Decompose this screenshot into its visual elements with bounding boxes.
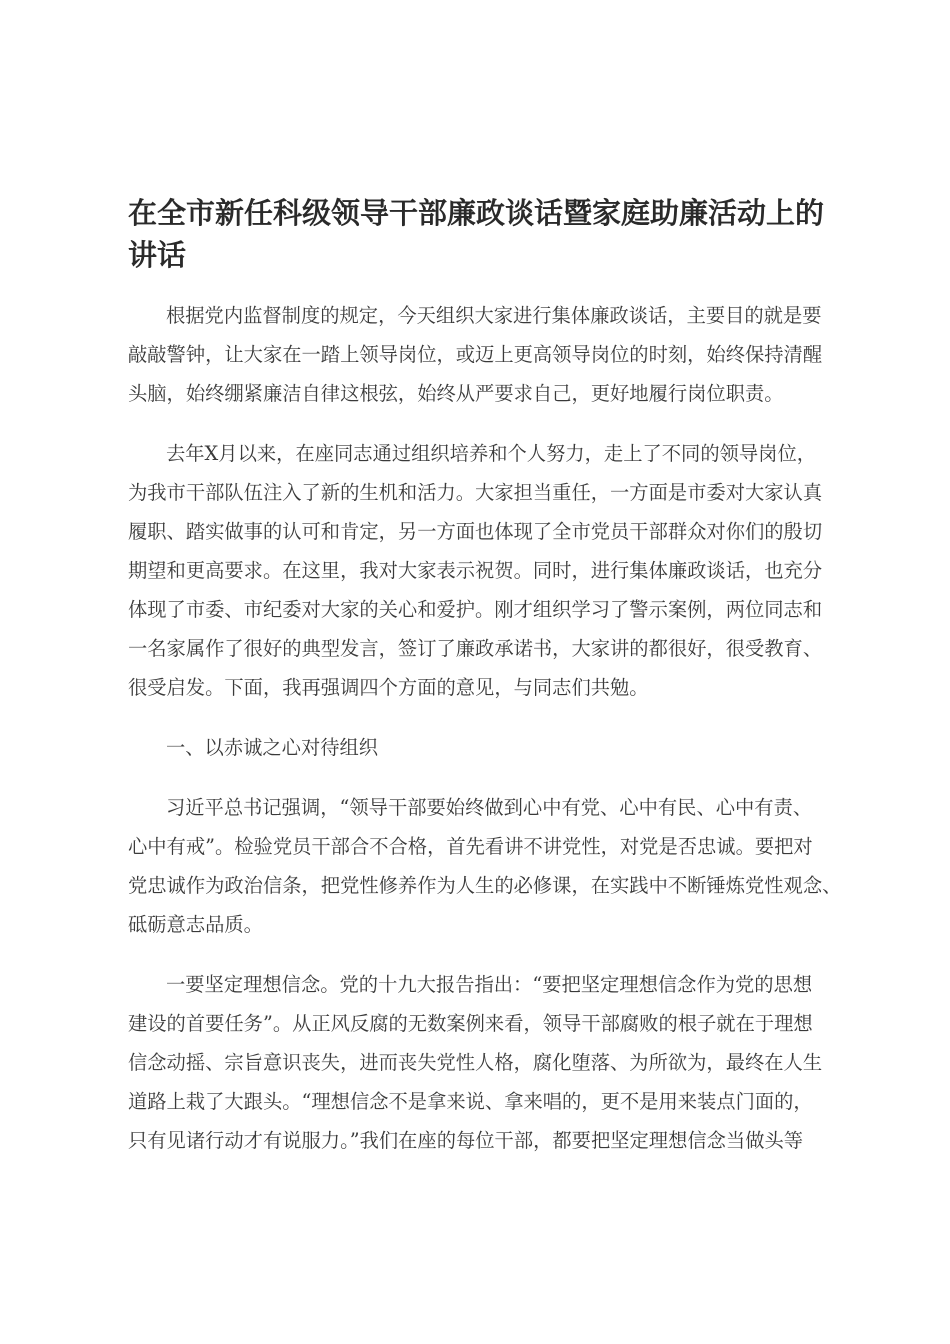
title-line: 讲话 — [128, 238, 187, 272]
text-line: 根据党内监督制度的规定，今天组织大家进行集体廉政谈话，主要目的就是要 — [166, 304, 822, 327]
paragraph-3 — [128, 788, 848, 944]
text-line: 一名家属作了很好的典型发言，签订了廉政承诺书，大家讲的都很好，很受教育、 — [128, 637, 823, 660]
paragraph-1 — [128, 296, 848, 413]
text-line: 去年X月以来，在座同志通过组织培养和个人努力，走上了不同的领导岗位， — [166, 442, 817, 465]
text-line: 砥砺意志品质。 — [128, 913, 263, 936]
text-line: 敲敲警钟，让大家在一踏上领导岗位，或迈上更高领导岗位的时刻，始终保持清醒 — [128, 343, 823, 366]
text-line: 道路上栽了大跟头。“理想信念不是拿来说、拿来唱的，更不是用来装点门面的， — [128, 1090, 813, 1113]
text-line: 心中有戒”。检验党员干部合不合格，首先看讲不讲党性，对党是否忠诚。要把对 — [128, 835, 813, 858]
text-line: 习近平总书记强调，“领导干部要始终做到心中有党、心中有民、心中有责、 — [166, 796, 813, 819]
title-line: 在全市新任科级领导干部廉政谈话暨家庭助廉活动上的 — [128, 196, 825, 230]
text-line: 只有见诸行动才有说服力。”我们在座的每位干部，都要把坚定理想信念当做头等 — [128, 1129, 804, 1152]
text-line: 头脑，始终绷紧廉洁自律这根弦，始终从严要求自己，更好地履行岗位职责。 — [128, 382, 784, 405]
text-line: 很受启发。下面，我再强调四个方面的意见，与同志们共勉。 — [128, 676, 649, 699]
text-line: 履职、踏实做事的认可和肯定，另一方面也体现了全市党员干部群众对你们的殷切 — [128, 520, 823, 543]
text-line: 期望和更高要求。在这里，我对大家表示祝贺。同时，进行集体廉政谈话，也充分 — [128, 559, 823, 582]
document-page — [128, 192, 848, 1181]
paragraph-2 — [128, 434, 848, 707]
document-title — [128, 192, 848, 276]
section-heading: 一、以赤诚之心对待组织 — [166, 736, 379, 759]
text-line: 建设的首要任务”。从正风反腐的无数案例来看，领导干部腐败的根子就在于理想 — [128, 1012, 813, 1035]
text-line: 一要坚定理想信念。党的十九大报告指出：“要把坚定理想信念作为党的思想 — [166, 973, 813, 996]
text-line: 为我市干部队伍注入了新的生机和活力。大家担当重任，一方面是市委对大家认真 — [128, 481, 823, 504]
text-line: 体现了市委、市纪委对大家的关心和爱护。刚才组织学习了警示案例，两位同志和 — [128, 598, 823, 621]
paragraph-4 — [128, 965, 848, 1160]
text-line: 党忠诚作为政治信条，把党性修养作为人生的必修课，在实践中不断锤炼党性观念、 — [128, 874, 842, 897]
text-line: 信念动摇、宗旨意识丧失，进而丧失党性人格，腐化堕落、为所欲为，最终在人生 — [128, 1051, 823, 1074]
